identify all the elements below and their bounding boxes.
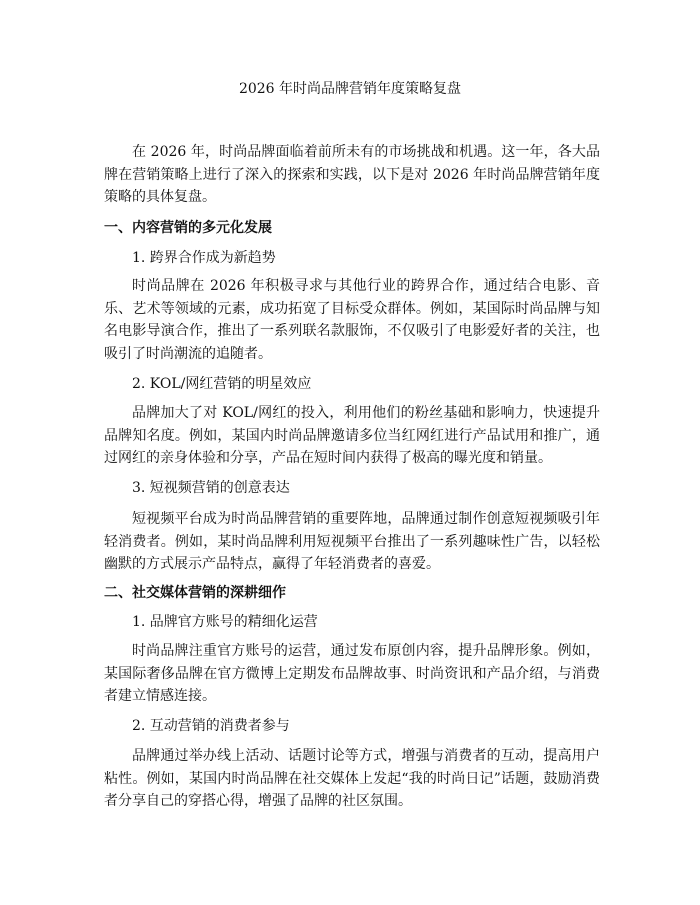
section-heading-social-media: 二、社交媒体营销的深耕细作 <box>104 585 286 601</box>
section-heading-content-marketing: 一、内容营销的多元化发展 <box>104 220 272 236</box>
paragraph-interactive: 品牌通过举办线上活动、话题讨论等方式，增强与消费者的互动，提高用户粘性。例如，某国内时尚品牌在社交媒体上发起“我的时尚日记”话题，鼓励消费者分享自己的穿搭心得，增强了品牌的社区氛围。 <box>104 748 600 809</box>
subheading-kol: 2. KOL/网红营销的明星效应 <box>132 376 312 392</box>
paragraph-kol: 品牌加大了对 KOL/网红的投入，利用他们的粉丝基础和影响力，快速提升品牌知名度。例如，某国内时尚品牌邀请多位当红网红进行产品试用和推广，通过网红的亲身体验和分享，产品在短时间内获得了极高的曝光度和销量。 <box>104 405 600 466</box>
intro-paragraph: 在 2026 年，时尚品牌面临着前所未有的市场挑战和机遇。这一年，各大品牌在营销策略上进行了深入的探索和实践，以下是对 2026 年时尚品牌营销年度策略的具体复盘。 <box>104 144 600 205</box>
paragraph-short-video: 短视频平台成为时尚品牌营销的重要阵地，品牌通过制作创意短视频吸引年轻消费者。例如，某时尚品牌利用短视频平台推出了一系列趣味性广告，以轻松幽默的方式展示产品特点，赢得了年轻消费者的喜爱。 <box>104 511 600 572</box>
subheading-crossover: 1. 跨界合作成为新趋势 <box>132 250 276 266</box>
paragraph-crossover: 时尚品牌在 2026 年积极寻求与其他行业的跨界合作，通过结合电影、音乐、艺术等领域的元素，成功拓宽了目标受众群体。例如，某国际时尚品牌与知名电影导演合作，推出了一系列联名款服饰，不仅吸引了电影爱好者的关注，也吸引了时尚潮流的追随者。 <box>104 278 600 362</box>
subheading-short-video: 3. 短视频营销的创意表达 <box>132 480 290 496</box>
subheading-interactive: 2. 互动营销的消费者参与 <box>132 718 290 734</box>
subheading-official-account: 1. 品牌官方账号的精细化运营 <box>132 614 318 630</box>
document-title: 2026 年时尚品牌营销年度策略复盘 <box>238 81 462 97</box>
paragraph-official-account: 时尚品牌注重官方账号的运营，通过发布原创内容，提升品牌形象。例如，某国际奢侈品牌在官方微博上定期发布品牌故事、时尚资讯和产品介绍，与消费者建立情感连接。 <box>104 643 600 704</box>
